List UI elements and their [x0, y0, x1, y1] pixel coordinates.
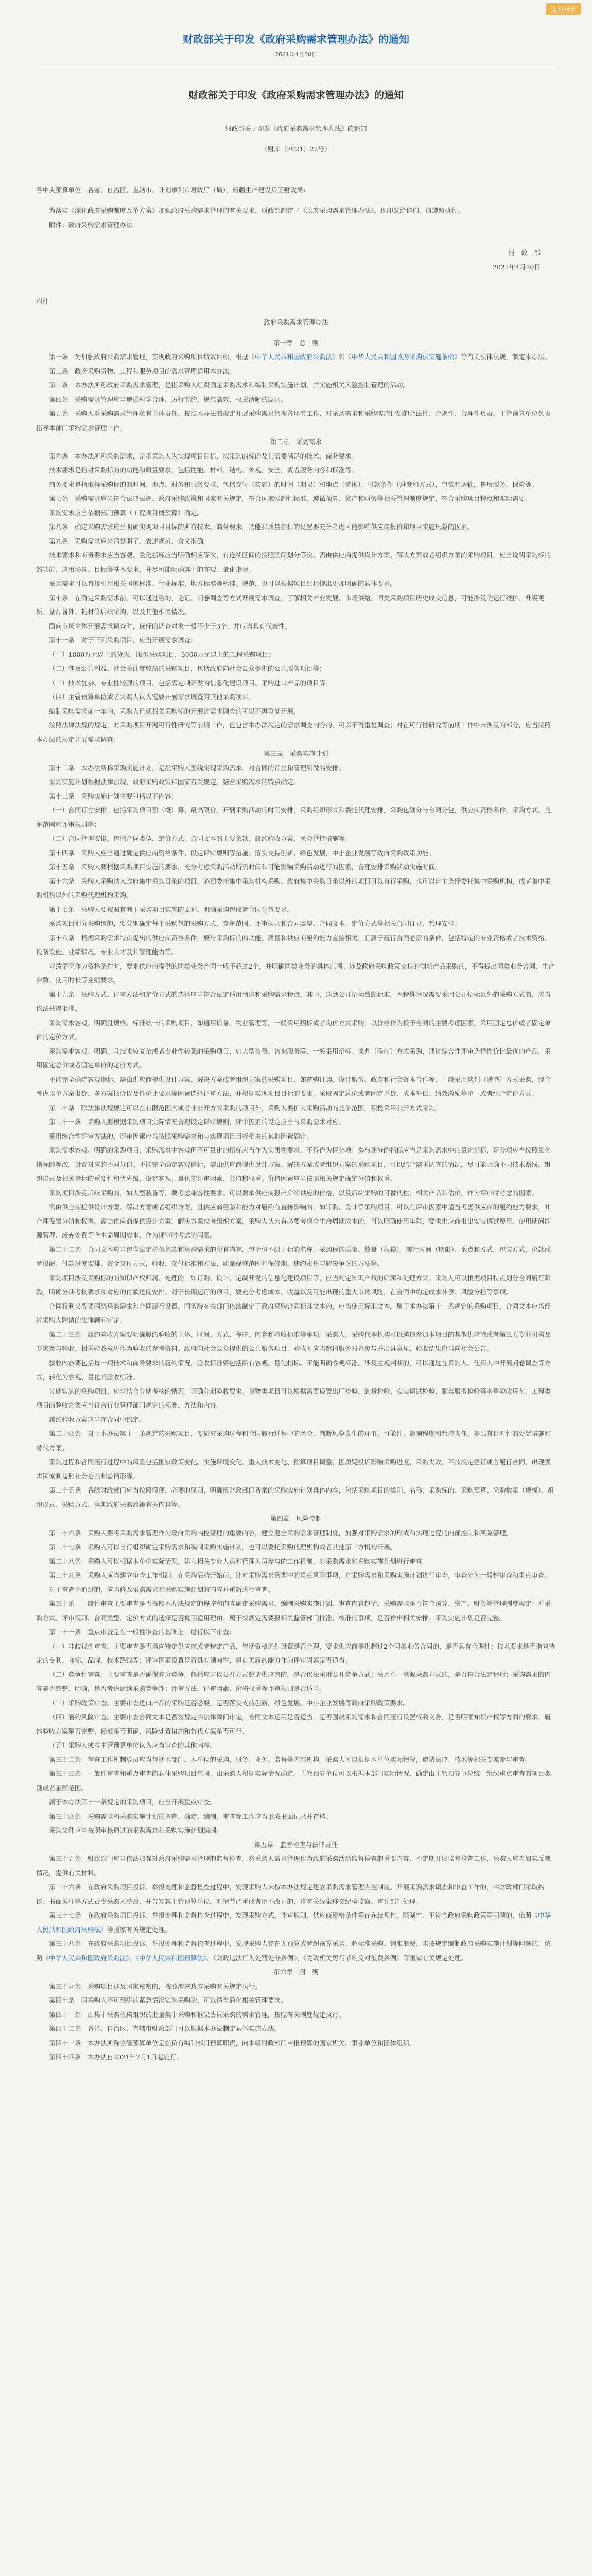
article-paragraph: 第二十三条 履约验收方案要明确履约验收的主体、时间、方式、程序、内容和验收标准等事项。采购人、采购代理机构可以邀请参加本项目的其他供应商或者第三方专业机构及专家参与验收，相关验收意见作为验收的参考资料。政府向社会公众提供的公共服务项目，验收时应当邀请服务对象参与并出具意见，验收结果应当向社会公告。	[36, 1330, 551, 1352]
article-paragraph: 不能完全确定客观指标，需由供应商提供设计方案、解决方案或者组织方案的采购项目，如首购订购、设计服务、政府和社会资本合作等，一般采用谈判（磋商）方式采购，综合考虑以单方案报价、多方案报价以及性价比要求等因素选择评审方法，并根据实现项目目标的要求，采取固定总价或者固定单价、成本补偿、绩效激励等单一或者组合定价方式。	[36, 1075, 551, 1097]
article-paragraph: 采购需求客观、明确，且技术较复杂或者专业性较强的采购项目，如大型装备、咨询服务等，一般采用招标、谈判（磋商）方式采购，通过综合性评审选择性价比最优的产品，采用固定总价或者固定单价的定价方式。	[36, 1047, 551, 1069]
law-link[interactable]: 《中华人民共和国政府采购法》	[36, 1911, 551, 1934]
article-paragraph: 第三十二条 审查工作机制成员应当包括本部门、本单位的采购、财务、业务、监督等内部机构。采购人可以根据本单位实际情况，邀请法律、技术等相关专家参与审查。	[49, 1755, 532, 1764]
article-paragraph: 第三十六条 在政府采购项目投诉、举报处理和监督检查过程中，发现采购人未按本办法规定建立采购需求管理内控制度、开展采购需求调查和审查工作的，由财政部门采取约谈、书面关注等方式责令采购人整改，并告知其主管预算单位。对情节严重或者拒不改正的，将有关线索移交纪检监察、审计部门处理。	[36, 1883, 545, 1905]
chapter-heading: 第三章 采购实施计划	[264, 750, 328, 757]
attachment-note: 附件：政府采购需求管理办法	[49, 221, 133, 229]
article-paragraph: 合同权利义务要围绕采购需求和合同履行设置。国务院有关部门依法制定了政府采购合同标准文本的，应当使用标准文本。属于本办法第十一条规定的采购项目，合同文本应当经过采购人聘请的法律顾问审定。	[36, 1302, 551, 1324]
article-paragraph: 第三十四条 采购需求和采购实施计划的调查、确定、编制、审查等工作应当形成书面记录并存档。	[49, 1812, 333, 1820]
article-paragraph: （二）竞争性审查。主要审查是否确保充分竞争，包括应当以公开方式邀请供应商的，是否依法采用公开竞争方式；采用单一来源采购方式的，是否符合法定情形；采购需求的内容是否完整、明确，是否考虑后续采购竞争性；评审方法、评审因素、价格权重等评审规则是否适当。	[36, 1670, 551, 1692]
article-paragraph: 第二条 政府采购货物、工程和服务项目的需求管理适用本办法。	[49, 367, 236, 375]
article-paragraph: （一）1000万元以上的货物、服务采购项目，3000万元以上的工程采购项目；	[49, 650, 275, 658]
law-link[interactable]: 《中华人民共和国政府采购法》	[248, 353, 339, 361]
article-paragraph: 第二十七条 采购人可以自行组织确定采购需求和编制采购实施计划，也可以委托采购代理机构或者其他第三方机构开展。	[49, 1543, 397, 1551]
chapter-heading: 第四章 风险控制	[270, 1515, 322, 1522]
spacer	[36, 232, 556, 246]
article-paragraph: 第二十九条 采购人应当建立审查工作机制，在采购活动开始前，针对采购需求管理中的重点风险事项，对采购需求和采购实施计划进行审查，审查分为一般性审查和重点审查。	[49, 1571, 551, 1579]
article-paragraph: 采购需求客观、明确且规格、标准统一的采购项目，如通用设备、物业管理等，一般采用招标或者询价方式采购，以价格作为授予合同的主要考虑因素，采用固定总价或者固定单价的定价方式。	[36, 1019, 551, 1041]
article-paragraph: 编制采购需求前一年内，采购人已就相关采购标的开展过需求调查的可以不再重复开展。	[49, 707, 300, 715]
article-paragraph: （二）合同管理安排，包括合同类型、定价方式、合同文本的主要条款、履约验收方案、风险管控措施等。	[49, 835, 352, 842]
article-paragraph: 第二十四条 对于本办法第十一条规定的采购项目，要研究采购过程和合同履行过程中的风险，判断风险发生的环节、可能性、影响程度和管控责任，提出有针对性的处置措施和替代方案。	[36, 1430, 551, 1452]
article-paragraph: 采购过程和合同履行过程中的风险包括国家政策变化、实施环境变化、重大技术变化、预算项目调整、因质疑投诉影响采购进度、采购失败、不按规定签订或者履行合同、出现损害国家利益和社会公共利益情形等。	[36, 1458, 551, 1480]
article-paragraph: （二）涉及公共利益、社会关注度较高的采购项目，包括政府向社会公众提供的公共服务项目等；	[49, 665, 326, 672]
article-paragraph: 采购需求可以直接引用相关国家标准、行业标准、地方标准等标准、规范，也可以根据项目目标提出更加明确的具体要求。	[49, 580, 397, 587]
article-paragraph: 第一条 为加强政府采购需求管理，实现政府采购项目绩效目标，根据《中华人民共和国政府采购法》和《中华人民共和国政府采购法实施条例》等有关法律法规，制定本办法。	[49, 353, 551, 361]
article-paragraph: 对于审查不通过的，应当修改采购需求和采购实施计划的内容并重新进行审查。	[49, 1585, 274, 1594]
article-paragraph: 采购项目涉及后续采购的，如大型装备等，要考虑兼容性要求。可以要求供应商报出后续供应的价格，以及后续采购的可替代性、相关产品和估价，作为评审时考虑的因素。	[49, 1189, 538, 1197]
chapter-heading: 第五章 监督检查与法律责任	[254, 1840, 338, 1849]
article-paragraph: 采购项目涉及采购标的的知识产权归属、处理的，如订购、设计、定制开发的信息化建设项目等，应当约定知识产权的归属和处理方式。采购人可以根据项目特点划分合同履行阶段，明确分期考核要求和对应的付款进度安排。对于长期运行的项目，要充分考虑成本、收益以及可能出现的重大市场风险，在合同中约定成本补偿、风险分担等事项。	[36, 1274, 551, 1296]
article-paragraph: 第十二条 本办法所称采购实施计划，是指采购人围绕实现采购需求，对合同的订立和管理所做的安排。	[49, 764, 345, 772]
article-paragraph: （四）主管预算单位或者采购人认为需要开展需求调查的其他采购项目。	[49, 693, 255, 701]
article-paragraph: （一）非歧视性审查。主要审查是否指向特定供应商或者特定产品，包括资格条件设置是否合理，要求供应商提供超过2个同类业务合同的，是否具有合理性；技术要求是否指向特定的专利、商标、品牌、技术路线等；评审因素设置是否具有倾向性，将有关履约能力作为评审因素是否适当。	[36, 1642, 555, 1664]
article-paragraph: 第三十九条 采购项目涉及国家秘密的，按照涉密政府采购有关规定执行。	[49, 1982, 262, 1990]
article-paragraph: 验收内容要包括每一项技术和商务要求的履约情况，验收标准要包括所有客观、量化指标。不能明确客观标准、涉及主观判断的，可以通过在采购人、使用人中开展问卷调查等方式，转化为客观、量化的验收标准。	[36, 1359, 551, 1381]
doc-no-line-2: （财库〔2021〕22号）	[261, 145, 331, 153]
article-paragraph: 商务要求是指取得采购标的的时间、地点、财务和服务要求，包括交付（实施）的时间（期限）和地点（范围），付款条件（进度和方式），包装和运输，售后服务，保险等。	[49, 480, 538, 488]
article-paragraph: （一）合同订立安排，包括采购项目预（概）算、最高限价，开展采购活动的时间安排，采购组织形式和委托代理安排，采购包划分与合同分包，供应商资格条件，采购方式、竞争范围和评审规则等；	[36, 806, 551, 828]
article-paragraph: （三）技术复杂、专业性较强的项目，包括需定制开发的信息化建设项目、采购进口产品的项目等；	[49, 679, 333, 687]
article-paragraph: 第四十条 因采购人不可预见的紧急情况实施采购的，可以适当简化相关管理要求。	[49, 1996, 287, 2004]
article-paragraph: 第四条 采购需求管理应当遵循科学合理、厉行节约、规范高效、权责清晰的原则。	[49, 395, 287, 403]
document-body	[36, 69, 556, 2064]
article-paragraph: 第九条 采购需求应当清楚明了、表述规范、含义准确。	[49, 537, 210, 545]
article-paragraph: 履约验收方案应当在合同中约定。	[49, 1415, 146, 1423]
attachment-label: 附件	[36, 297, 49, 306]
spacer	[36, 163, 556, 177]
article-paragraph: 第二十二条 合同文本应当包含法定必备条款和采购需求的所有内容，包括但不限于标的名称，采购标的质量、数量（规模），履行时间（期限）、地点和方式，包装方式，价款或者报酬、付款进度安排、资金支付方式，验收、交付标准和方法，质量保修范围和保修期，违约责任与解决争议的方法等。	[36, 1245, 551, 1267]
attachment-title: 政府采购需求管理办法	[264, 318, 328, 326]
signature-date: 2021年4月30日	[492, 263, 541, 271]
article-paragraph: 按照法律法规的规定，对采购项目开展可行性研究等前期工作，已包含本办法规定的需求调查内容的，可以不再重复调查；对在可行性研究等前期工作中未涉及的部分，应当按照本办法的规定开展需求调查。	[36, 721, 551, 743]
article-paragraph: 技术要求和商务要求应当客观，量化指标应当明确相应等次，有连续区间的按照区间划分等次。需由供应商提供设计方案、解决方案或者组织方案的采购项目，应当说明采购标的的功能、应用场景、目标等基本要求，并尽可能明确其中的客观、量化指标。	[36, 551, 551, 573]
doc-no-line-1: 财政部关于印发《政府采购需求管理办法》的通知	[225, 124, 367, 132]
article-paragraph: 第六条 本办法所称采购需求，是指采购人为实现项目目标，拟采购的标的及其需要满足的技术、商务要求。	[49, 452, 358, 460]
publish-date: 2021年4月30日	[275, 51, 317, 58]
law-link[interactable]: 《中华人民共和国预算法》	[135, 1954, 207, 1962]
top-bar	[0, 0, 592, 21]
article-paragraph: 需由供应商提供设计方案、解决方案或者组织方案，且供应商经验和能力对履约有直接影响的，如订购、设计等采购项目，可以在评审因素中适当考虑供应商的履约能力要求，并合理设置分值和权重。需由供应商提供设计方案、解决方案或者组织方案，采购人认为有必要考虑全生命周期成本的，可以明确使用年限，要求供应商报出安装调试费用、使用期间能源管理、废弃处置等全生命周期成本，作为评审时考虑的因素。	[36, 1203, 551, 1239]
article-paragraph: 采用综合性评审方法的，评审因素应当按照采购需求和与实现项目目标相关的其他因素确定。	[49, 1132, 313, 1140]
article-paragraph: 第四十一条 由集中采购机构组织的批量集中采购和框架协议采购的需求管理，按照有关制度规定执行。	[49, 2010, 345, 2019]
chapters-container	[36, 336, 556, 2064]
article-paragraph: 采购文件应当按照审核通过的采购需求和采购实施计划编制。	[49, 1826, 223, 1834]
intro-paragraph: 为落实《深化政府采购制度改革方案》加强政府采购需求管理的有关要求，财政部制定了《政府采购需求管理办法》。现印发给你们，请遵照执行。	[49, 207, 464, 214]
article-paragraph: 第三条 本办法所称政府采购需求管理，是指采购人组织确定采购需求和编制采购实施计划，并实施相关风险控制管理的活动。	[49, 381, 410, 389]
article-paragraph: （五）采购人或者主管预算单位认为应当审查的其他内容。	[49, 1741, 217, 1749]
article-paragraph: 第十三条 采购实施计划主要包括以下内容：	[49, 792, 178, 800]
article-paragraph: 第四十四条 本办法自2021年7月1日起施行。	[49, 2053, 183, 2061]
article-paragraph: 第十一条 对于下列采购项目，应当开展需求调查：	[49, 636, 197, 644]
article-paragraph: 第三十三条 一般性审查和重点审查的具体采购项目范围，由采购人根据实际情况确定。主管预算单位可以根据本部门实际情况，确定由主管预算单位统一组织重点审查的项目类别或者金额范围。	[36, 1770, 551, 1792]
article-paragraph: 第四十二条 各省、自治区、直辖市财政部门可以根据本办法制定具体实施办法。	[49, 2025, 281, 2032]
article-paragraph: 第十八条 根据采购需求特点提出的供应商资格条件，要与采购标的的功能、质量和供应商履约能力直接相关，且属于履行合同必需的条件，包括特定的专业资格或者技术资格、设备设施、业绩情况、专业人才及其管理能力等。	[36, 934, 551, 956]
chapter-heading: 第二章 采购需求	[270, 438, 322, 446]
recipients: 各中央预算单位，各省、自治区、直辖市、计划单列市财政厅（局），新疆生产建设兵团财政局：	[36, 186, 310, 194]
back-to-list-button[interactable]: 返回列表	[546, 3, 581, 15]
article-paragraph: （四）履约风险审查。主要审查合同文本是否按规定由法律顾问审定，合同文本运用是否适当，是否围绕采购需求和合同履行设置权利义务，是否明确知识产权等方面的要求，履约验收方案是否完整、标准是否明确，风险处置措施和替代方案是否可行。	[36, 1713, 551, 1735]
article-paragraph: 第二十六条 采购人要将采购需求管理作为政府采购内控管理的重要内容，建立健全采购需求管理制度，加强对采购需求的形成和实现过程的内部控制和风险管理。	[49, 1529, 513, 1537]
article-paragraph: 第十六条 采购人采购纳入政府集中采购目录的项目，必须委托集中采购机构采购。政府集中采购目录以外的项目可以自行采购，也可以自主选择委托集中采购机构，或者集中采购机构以外的采购代理机构采购。	[36, 877, 551, 899]
document-title: 财政部关于印发《政府采购需求管理办法》的通知	[188, 90, 404, 101]
article-paragraph: 第八条 确定采购需求应当明确实现项目目标的所有技术、商务要求，功能和质量指标的设置要充分考虑可能影响供应商报价和项目实施风险的因素。	[49, 523, 474, 531]
article-paragraph: 采购实施计划根据法律法规、政府采购政策和国家有关规定，结合采购需求的特点确定。	[49, 778, 300, 786]
article-paragraph: 采购需求客观、明确的采购项目，采购需求中客观但不可量化的指标应当作为实质性要求，不得作为评分项；参与评分的指标应当是采购需求中的量化指标，评分项应当按照量化指标的等次，设置对应的不同分值。不能完全确定客观指标，需由供应商提供设计方案、解决方案或者组织方案的采购项目，可以结合需求调查的情况，尽可能明确不同技术路线、组织形式及相关指标的重要性和优先级，设定客观、量化的评审因素、分值和权重。价格因素应当按照相关规定确定分值和权重。	[36, 1146, 551, 1182]
article-paragraph: （三）采购政策审查。主要审查进口产品的采购是否必要，是否落实支持创新、绿色发展、中小企业发展等政府采购政策要求。	[49, 1699, 410, 1707]
article-paragraph: 第十五条 采购人要根据采购项目实施的要求，充分考虑采购活动所需时间和可能影响采购活动进行的因素，合理安排采购活动实施时间。	[49, 863, 442, 871]
article-paragraph: 采购需求应当依据部门预算（工程项目概预算）确定。	[49, 509, 204, 517]
article-paragraph: 第三十七条 在政府采购项目投诉、举报处理和监督检查过程中，发现采购方式、评审规则、供应商资格条件等存在歧视性、限制性、不符合政府采购政策等问题的，依照《中华人民共和国政府采购法》等国家有关规定处理。	[36, 1911, 551, 1934]
chapter-heading: 第六章 附 则	[273, 1968, 319, 1976]
article-paragraph: 分期实施的采购项目，应当结合分期考核的情况，明确分期验收要求。货物类项目可以根据需要设置出厂检验、到货检验、安装调试检验、配套服务检验等多重验收环节。工程类项目的验收方案应当符合行业管理部门规定的标准、方法和内容。	[36, 1387, 551, 1409]
article-paragraph: 第三十五条 财政部门应当依法加强对政府采购需求管理的监督检查，将采购人需求管理作为政府采购活动监督检查的重要内容，不定期开展监督检查工作，采购人应当如实反映情况，提供有关材料。	[36, 1855, 551, 1877]
article-paragraph: 第十七条 采购人要按照有利于采购项目实施的原则，明确采购包或者合同分包要求。	[49, 905, 294, 913]
article-paragraph: 第四十三条 本办法所称主管预算单位是指负有编制部门预算职责，向本级财政部门申报预算的国家机关、事业单位和团体组织。	[49, 2039, 416, 2047]
article-paragraph: 第十九条 采购方式、评审方法和定价方式的选择应当符合法定适用情形和采购需求特点，其中，达到公开招标数额标准，因特殊情况需要采用公开招标以外的采购方式的，应当依法获得批准。	[36, 990, 551, 1012]
article-paragraph: 第七条 采购需求应当符合法律法规、政府采购政策和国家有关规定，符合国家强制性标准，遵循预算、资产和财务等相关管理制度规定，符合采购项目特点和实际需要。	[49, 495, 532, 502]
article-paragraph: 业绩情况作为资格条件时，要求供应商提供的同类业务合同一般不超过2个，并明确同类业务的具体范围。涉及政府采购政策支持的创新产品采购的，不得提出同类业务合同、生产台数、使用时长等业绩要求。	[36, 962, 555, 984]
article-paragraph: 第十四条 采购人应当通过确定供应商资格条件、设定评审规则等措施，落实支持创新、绿色发展、中小企业发展等政府采购政策功能。	[49, 849, 436, 857]
article-title: 财政部关于印发《政府采购需求管理办法》的通知	[183, 33, 409, 45]
law-link[interactable]: 《中华人民共和国政府采购法》	[42, 1954, 130, 1962]
article-header	[0, 21, 592, 58]
article-paragraph: 技术要求是指对采购标的的功能和质量要求，包括性能、材料、结构、外观、安全，或者服务内容和标准等。	[49, 466, 358, 474]
spacer	[36, 274, 556, 288]
article-paragraph: 第三十八条 在政府采购项目投诉、举报处理和监督检查过程中，发现采购人存在无预算或者超预算采购、超标准采购、铺张浪费、未按规定编制政府采购实施计划等问题的，依照《中华人民共和国政府采购法》、《中华人民共和国预算法》、《财政违法行为处罚处分条例》、《党政机关厉行节约反对浪费条例》等国家有关规定处理。	[36, 1940, 551, 1962]
article-paragraph: 第二十五条 各级财政部门应当按照简便、必要的原则，明确报财政部门备案的采购实施计划具体内容，包括采购项目的类别、名称、采购标的、采购预算、采购数量（规模）、组织形式、采购方式、落实政府采购政策有关内容等。	[36, 1486, 554, 1509]
signature: 财 政 部	[508, 249, 541, 257]
article-paragraph: 第三十一条 重点审查是在一般性审查的基础上，进行以下审查：	[49, 1628, 236, 1636]
article-paragraph: 第三十条 一般性审查主要审查是否按照本办法规定的程序和内容确定采购需求、编制采购实施计划。审查内容包括，采购需求是否符合预算、资产、财务等管理制度规定；对采购方式、评审规则、合同类型、定价方式的选择是否说明适用理由；属于按规定需要报相关监管部门批准、核准的事项，是否作出相关安排；采购实施计划是否完整。	[36, 1600, 551, 1622]
chapter-heading: 第一章 总 则	[273, 338, 319, 347]
article-paragraph: 属于本办法第十一条规定的采购项目，应当开展重点审查。	[49, 1798, 217, 1806]
article-paragraph: 第二十八条 采购人可以根据本单位实际情况，建立相关专业人员和管理人员参与的工作机制，对采购需求和采购实施计划进行审查。	[49, 1557, 429, 1565]
article-paragraph: 第二十一条 采购人要根据采购项目实际情况合理设定评审规则，评审因素的设定应当与采购需求对应。	[49, 1118, 345, 1126]
article-paragraph: 第二十条 除法律法规规定可以在有限范围内或者非公开方式采购的项目外，采购人要扩大采购活动的竞争范围，积极采用公开方式采购。	[49, 1104, 442, 1112]
law-link[interactable]: 《中华人民共和国政府采购法实施条例》	[345, 353, 461, 361]
article-paragraph: 第十条 在确定采购需求前，可以通过咨询、论证、问卷调查等方式开展需求调查，了解相关产业发展、市场供给、同类采购项目历史成交信息，可能涉及的运行维护、升级更新、备品备件、耗材等后续采购，以及其他相关情况。	[36, 594, 545, 616]
article-paragraph: 第五条 采购人对采购需求管理负有主体责任，按照本办法的规定开展采购需求管理各环节工作，对采购需求和采购实施计划的合法性、合规性、合理性负责。主管预算单位负责指导本部门采购需求管理工作。	[36, 410, 551, 432]
article-paragraph: 面向市场主体开展需求调查时，选择的调查对象一般不少于3个，并应当具有代表性。	[49, 622, 291, 630]
article-paragraph: 采购项目划分采购包的，要分别确定每个采购包的采购方式、竞争范围、评审规则和合同类型、合同文本、定价方式等相关合同订立、管理安排。	[49, 920, 461, 927]
